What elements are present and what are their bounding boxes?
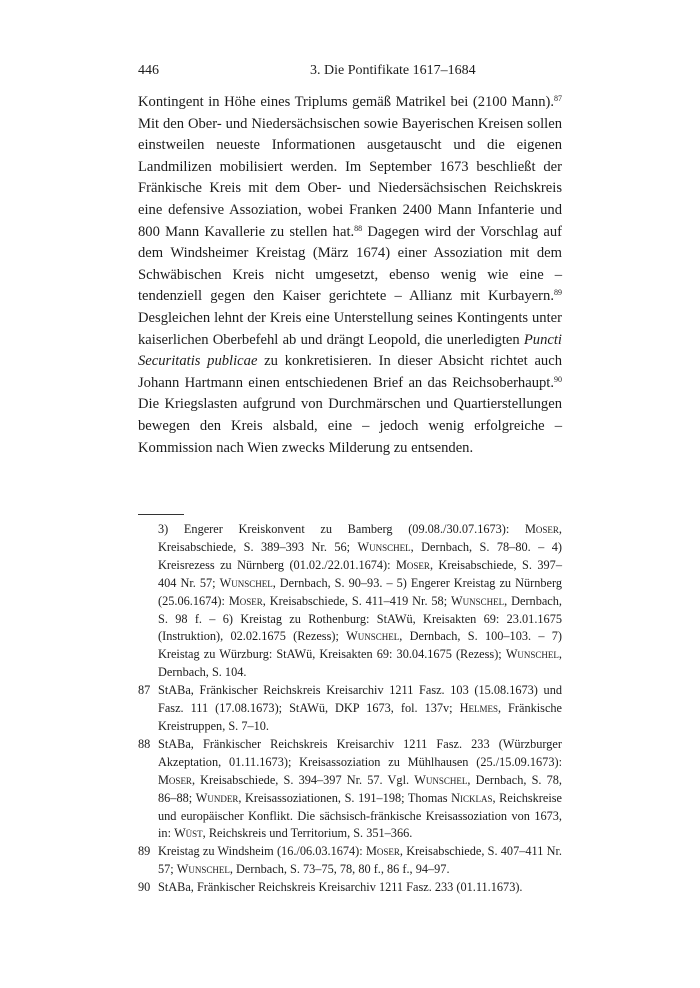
footnote-ref-89[interactable]: 89 bbox=[554, 288, 562, 298]
body-sentence: zu konkretisieren. In dieser Absicht richtet auch Johann Hartmann einen entschiedenen Brief an das Reichsoberhaupt. bbox=[138, 353, 562, 391]
footnote-90 bbox=[138, 879, 562, 897]
body-paragraph bbox=[138, 92, 562, 459]
footnotes bbox=[138, 521, 562, 897]
body-text bbox=[138, 92, 562, 459]
footnote-text: Kreistag zu Windsheim (16./06.03.1674): Moser, Kreisabschiede, S. 407–411 Nr. 57; Wunschel, Dernbach, S. 73–75, 78, 80 f., 86 f., 94–97. bbox=[158, 844, 562, 877]
body-sentence: Die Kriegslasten aufgrund von Durchmärschen und Quartierstellungen bewegen den Kreis alsbald, eine – jedoch wenig erfolgreiche – Kommission nach Wien zwecks Milderung zu entsenden. bbox=[138, 396, 562, 456]
footnote-text: StABa, Fränkischer Reichskreis Kreisarchiv 1211 Fasz. 233 (01.11.1673). bbox=[158, 880, 523, 895]
footnote-89 bbox=[138, 843, 562, 879]
footnote-text: StABa, Fränkischer Reichskreis Kreisarchiv 1211 Fasz. 103 (15.08.1673) und Fasz. 111 (17.08.1673); StAWü, DKP 1673, fol. 137v; Helmes, Fränkische Kreistruppen, S. 7–10. bbox=[158, 683, 563, 733]
footnote-number: 89 bbox=[138, 844, 151, 859]
footnote-88 bbox=[138, 736, 562, 843]
footnote-ref-90[interactable]: 90 bbox=[554, 374, 562, 384]
footnote-number: 90 bbox=[138, 880, 151, 895]
body-sentence: Mit den Ober- und Niedersächsischen sowie Bayerischen Kreisen sollen einstweilen neueste Informationen ausgetauscht und die eigenen Landmilizen mobilisiert werden. Im September 1673 beschließt der Fränkische Kreis mit dem Ober- und Niedersächsischen Reichskreis eine defensive Assoziation, wobei Franken 2400 Mann Infanterie und 800 Mann Kavallerie zu stellen hat. bbox=[138, 115, 562, 240]
footnote-text: StABa, Fränkischer Reichskreis Kreisarchiv 1211 Fasz. 233 (Würzburger Akzeptation, 01.11.1673); Kreisassoziation zu Mühlhausen (25./15.09.1673): Moser, Kreisabschiede, S. 394–397 Nr. 57. Vgl. Wunschel, Dernbach, S. 78, 86–88; Wunder, Kreisassoziationen, S. 191–198; Thomas Nicklas, Reichskreise und europäischer Konflikt. Die sächsisch-fränkische Kreisassoziation von 1673, in: Wüst, Reichskreis und Territorium, S. 351–366. bbox=[158, 736, 563, 841]
footnote-ref-87[interactable]: 87 bbox=[554, 94, 562, 103]
body-sentence: Dagegen wird der Vorschlag auf dem Windsheimer Kreistag (März 1674) einer Assoziation mit dem Schwäbischen Kreis nicht umgesetzt, ebenso wenig wie eine – tendenziell gegen den Kaiser gerichtete – Allianz mit Kurbayern. bbox=[138, 223, 562, 305]
footnote-number: 88 bbox=[138, 736, 151, 751]
footnote-87 bbox=[138, 682, 562, 736]
body-sentence: Kontingent in Höhe eines Triplums gemäß Matrikel bei (2100 Mann). bbox=[138, 94, 554, 110]
body-sentence: Desgleichen lehnt der Kreis eine Unterstellung seines Kontingents unter kaiserlichen Oberbefehl ab und drängt Leopold, die unerledigten bbox=[138, 309, 562, 348]
footnote-text: 3) Engerer Kreiskonvent zu Bamberg (09.08./30.07.1673): Moser, Kreisabschiede, S. 389–393 Nr. 56; Wunschel, Dernbach, S. 78–80. – 4) Kreisrezess zu Nürnberg (01.02./22.01.1674): Moser, Kreisabschiede, S. 397–404 Nr. 57; Wunschel, Dernbach, S. 90–93. – 5) Engerer Kreistag zu Nürnberg (25.06.1674): Moser, Kreisabschiede, S. 411–419 Nr. 58; Wunschel, Dernbach, S. 98 f. – 6) Kreistag zu Rothenburg: StAWü, Kreisakten 69: 23.01.1675 (Instruktion), 02.02.1675 (Rezess); Wunschel, Dernbach, S. 100–103. – 7) Kreistag zu Würzburg: StAWü, Kreisakten 69: 30.04.1675 (Rezess); Wunschel, Dernbach, S. 104. bbox=[158, 522, 563, 680]
running-head: 3. Die Pontifikate 1617–1684 bbox=[310, 63, 476, 78]
page-number: 446 bbox=[138, 63, 159, 78]
footnote-ref-88[interactable]: 88 bbox=[354, 223, 363, 233]
italic-term: Puncti Securitatis publicae bbox=[138, 331, 562, 370]
footnote-rule bbox=[138, 514, 184, 515]
footnote-continued bbox=[138, 521, 562, 682]
footnote-number: 87 bbox=[138, 683, 151, 698]
